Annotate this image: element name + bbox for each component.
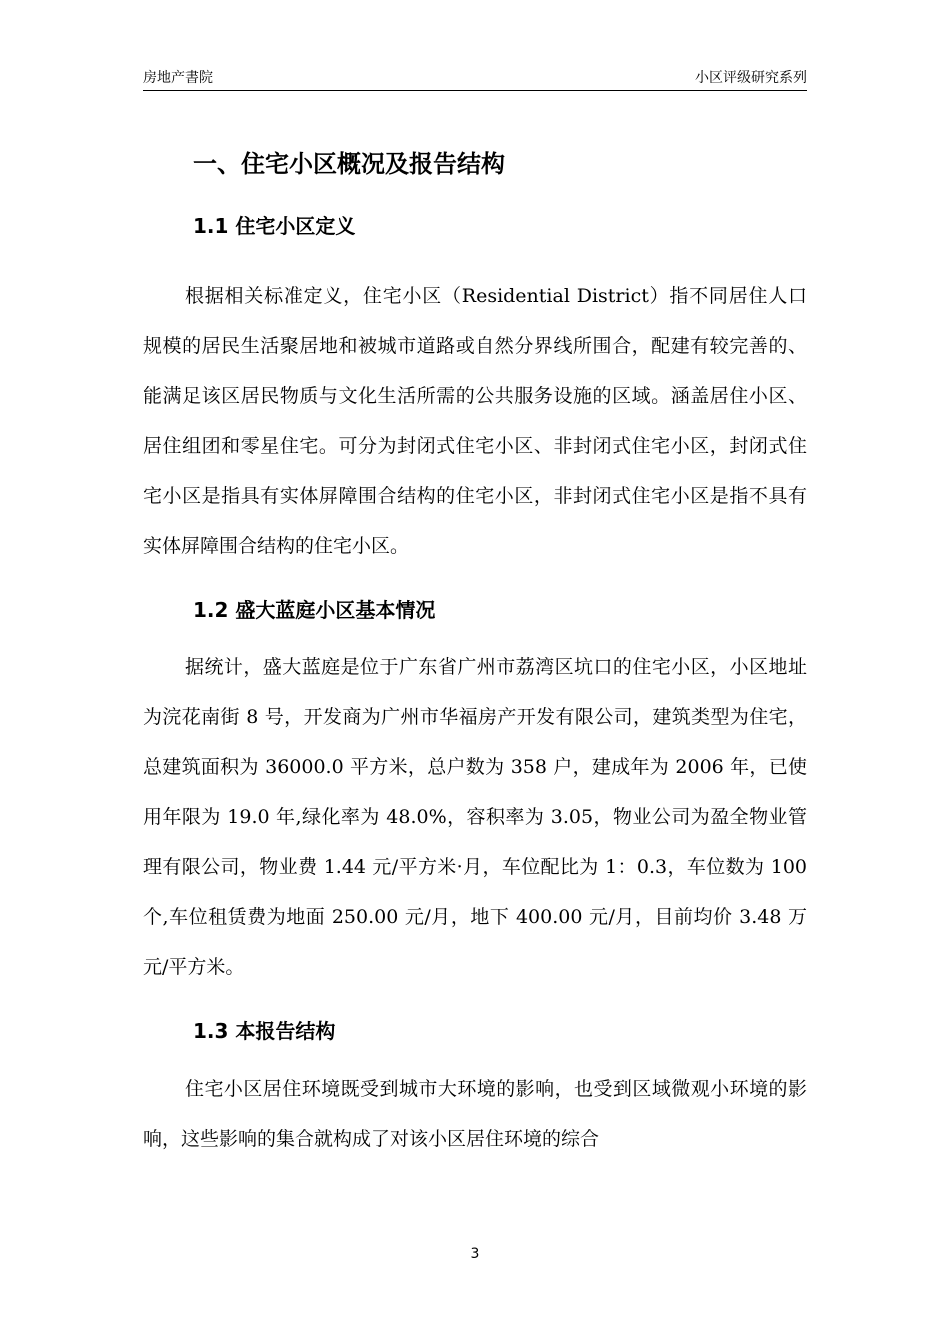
header-publisher: 房地产書院 bbox=[143, 70, 213, 86]
page-number: 3 bbox=[470, 1246, 480, 1262]
header-series-title: 小区评级研究系列 bbox=[695, 70, 807, 86]
page-header bbox=[143, 68, 807, 91]
section-heading: 一、住宅小区概况及报告结构 bbox=[193, 150, 505, 178]
paragraph-basic-info: 据统计，盛大蓝庭是位于广东省广州市荔湾区坑口的住宅小区，小区地址为浣花南街 8 号，开发商为广州市华福房产开发有限公司，建筑类型为住宅，总建筑面积为 36000.0 平方米，总户数为 358 户，建成年为 2006 年，已使用年限为 19.0 年,绿化率为 48.0%，容积率为 3.05，物业公司为盈全物业管理有限公司，物业费 1.44 元/平方米·月，车位配比为 1：0.3，车位数为 100 个,车位租赁费为地面 250.00 元/月，地下 400.00 元/月，目前均价 3.48 万元/平方米。 bbox=[143, 656, 807, 978]
paragraph-report-structure: 住宅小区居住环境既受到城市大环境的影响，也受到区域微观小环境的影响，这些影响的集合就构成了对该小区居住环境的综合 bbox=[143, 1078, 807, 1150]
paragraph-definition: 根据相关标准定义，住宅小区（Residential District）指不同居住人口规模的居民生活聚居地和被城市道路或自然分界线所围合，配建有较完善的、能满足该区居民物质与文化生活所需的公共服务设施的区域。涵盖居住小区、居住组团和零星住宅。可分为封闭式住宅小区、非封闭式住宅小区，封闭式住宅小区是指具有实体屏障围合结构的住宅小区，非封闭式住宅小区是指不具有实体屏障围合结构的住宅小区。 bbox=[143, 285, 807, 557]
subsection-heading-1-1: 1.1 住宅小区定义 bbox=[193, 214, 356, 238]
page-content bbox=[143, 135, 807, 1164]
subsection-heading-1-3: 1.3 本报告结构 bbox=[193, 1019, 336, 1043]
subsection-heading-1-2: 1.2 盛大蓝庭小区基本情况 bbox=[193, 598, 436, 622]
